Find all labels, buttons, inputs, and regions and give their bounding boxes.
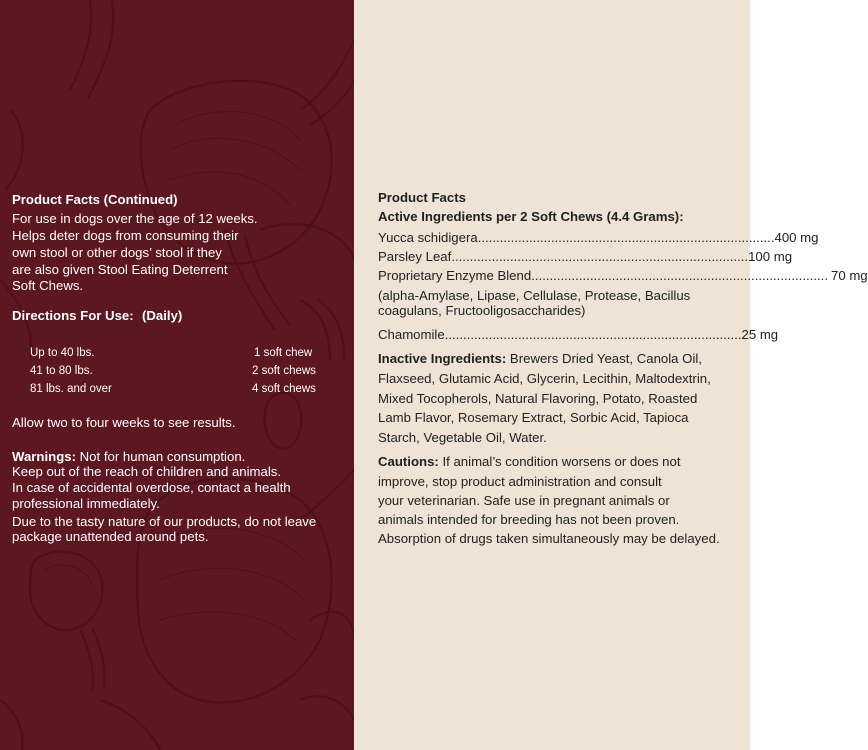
- ingredient-amount: 70 mg: [830, 268, 868, 283]
- ingredient-name: Parsley Leaf: [378, 249, 452, 264]
- ingredient-name: Yucca schidigera: [378, 230, 478, 245]
- ingredient-row: [378, 267, 868, 284]
- ingredient-row: [378, 229, 819, 246]
- warnings-line: professional immediately.: [12, 496, 160, 511]
- cautions-line: your veterinarian. Safe use in pregnant animals or: [378, 493, 670, 508]
- ingredient-row: [378, 248, 793, 265]
- warnings-line: In case of accidental overdose, contact a health: [12, 480, 291, 495]
- ingredient-amount: 25 mg: [741, 327, 779, 342]
- results-note: Allow two to four weeks to see results.: [12, 415, 236, 430]
- cautions-text: If animal’s condition worsens or does not: [442, 454, 681, 469]
- facts-line: are also given Stool Eating Deterrent: [12, 262, 228, 277]
- cautions-label: Cautions:: [378, 454, 439, 469]
- warnings-line: Keep out of the reach of children and animals.: [12, 464, 282, 479]
- active-ingredients-heading: Active Ingredients per 2 Soft Chews (4.4 Grams):: [378, 209, 684, 224]
- leader-dots: .................................................................................: [451, 249, 749, 264]
- left-panel: [0, 0, 354, 750]
- facts-line: own stool or other dogs’ stool if they: [12, 245, 222, 260]
- leader-dots: .................................................................................: [477, 230, 775, 245]
- dosage-amount: 1 soft chew: [254, 347, 313, 359]
- facts-line: For use in dogs over the age of 12 weeks.: [12, 211, 258, 226]
- leader-dots: .................................................................................: [444, 327, 742, 342]
- leader-dots: .................................................................................: [531, 268, 828, 283]
- facts-line: Helps deter dogs from consuming their: [12, 228, 239, 243]
- right-panel: [354, 0, 868, 750]
- warnings-line: package unattended around pets.: [12, 529, 209, 544]
- ingredient-name: Proprietary Enzyme Blend: [378, 268, 532, 283]
- inactive-first-line: [378, 350, 702, 367]
- dosage-amount: 4 soft chews: [252, 383, 316, 395]
- dosage-amount: 2 soft chews: [252, 365, 316, 377]
- inactive-text: Brewers Dried Yeast, Canola Oil,: [509, 351, 702, 366]
- dosage-weight: Up to 40 lbs.: [30, 347, 95, 359]
- warnings-line: Due to the tasty nature of our products, do not leave: [12, 514, 317, 529]
- dosage-weight: 41 to 80 lbs.: [30, 365, 93, 377]
- inactive-line: Lamb Flavor, Rosemary Extract, Sorbic Acid, Tapioca: [378, 410, 689, 425]
- inactive-line: Mixed Tocopherols, Natural Flavoring, Potato, Roasted: [378, 391, 698, 406]
- cautions-line: improve, stop product administration and consult: [378, 474, 662, 489]
- inactive-label: Inactive Ingredients:: [378, 351, 507, 366]
- directions-heading: Directions For Use:: [12, 308, 134, 323]
- warnings-label: Warnings:: [12, 449, 76, 464]
- facts-line: Soft Chews.: [12, 278, 84, 293]
- product-facts-heading: Product Facts: [378, 190, 466, 205]
- warnings-text: Not for human consumption.: [79, 449, 246, 464]
- enzyme-detail-line: (alpha-Amylase, Lipase, Cellulase, Protease, Bacillus: [378, 288, 691, 303]
- cautions-line: animals intended for breeding has not been proven.: [378, 512, 680, 527]
- directions-frequency: (Daily): [142, 308, 183, 323]
- ingredient-row: [378, 326, 779, 343]
- inactive-line: Starch, Vegetable Oil, Water.: [378, 430, 547, 445]
- enzyme-detail-line: coagulans, Fructooligosaccharides): [378, 303, 586, 318]
- ingredient-amount: 100 mg: [748, 249, 793, 264]
- product-facts-continued-heading: Product Facts (Continued): [12, 192, 178, 207]
- ingredient-amount: 400 mg: [774, 230, 819, 245]
- inactive-line: Flaxseed, Glutamic Acid, Glycerin, Lecithin, Maltodextrin,: [378, 371, 711, 386]
- dosage-weight: 81 lbs. and over: [30, 383, 112, 395]
- ingredient-name: Chamomile: [378, 327, 445, 342]
- cautions-line: Absorption of drugs taken simultaneously may be delayed.: [378, 531, 720, 546]
- cautions-first-line: [378, 453, 680, 470]
